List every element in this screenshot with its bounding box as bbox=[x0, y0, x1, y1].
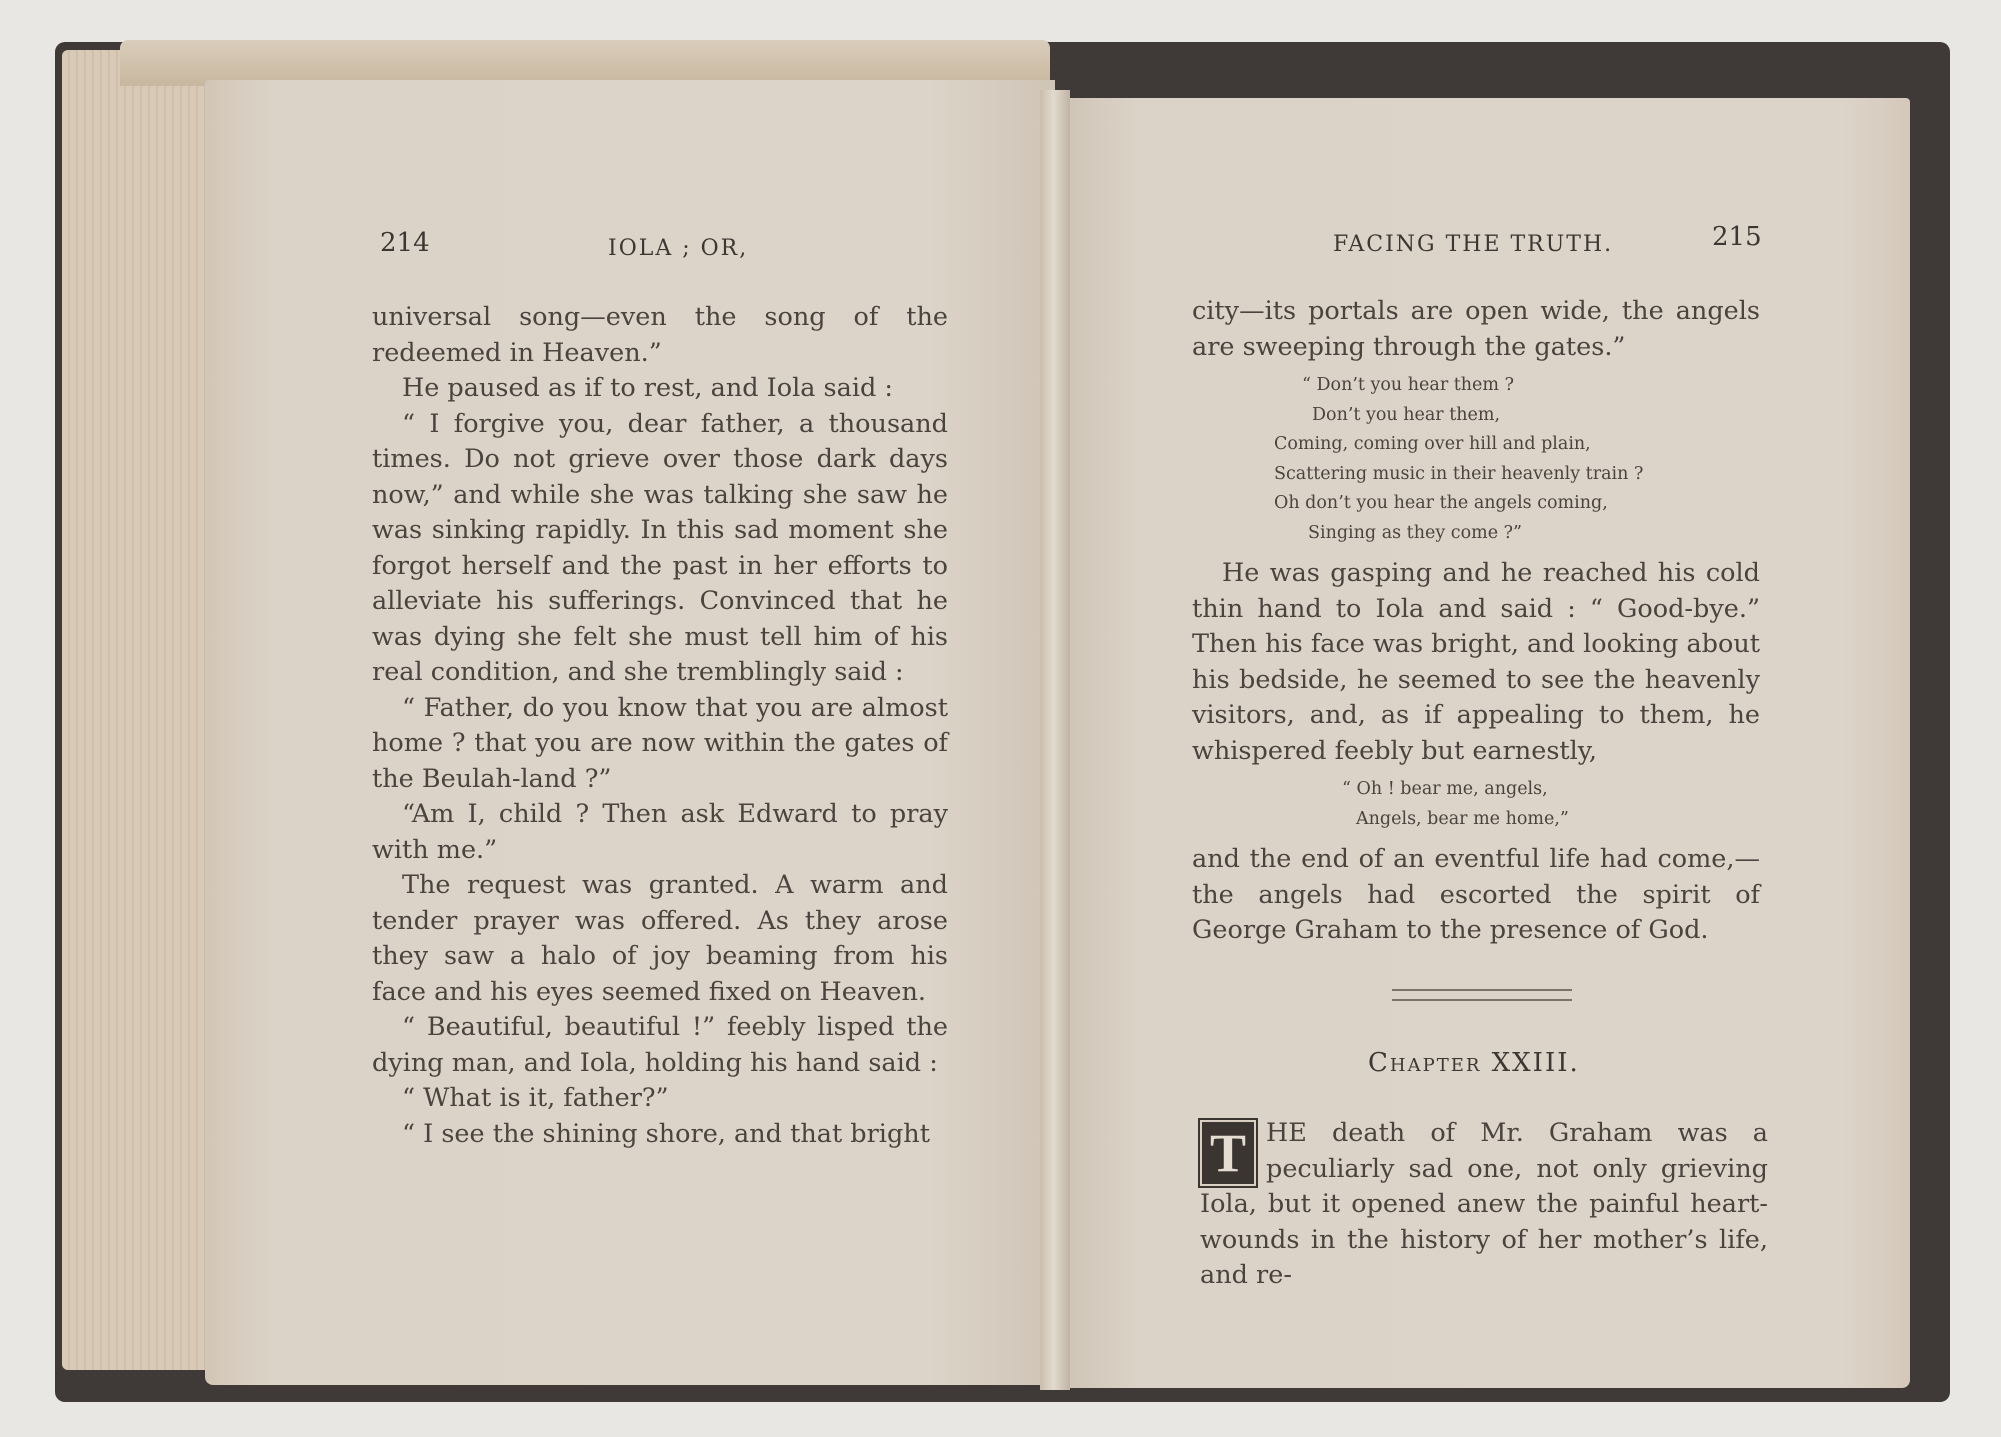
hymn-verse bbox=[1192, 775, 1760, 834]
left-page-number: 214 bbox=[380, 228, 430, 258]
paragraph: “ I forgive you, dear father, a thousand times. Do not grieve over those dark days now,” and while she was talking she saw he was sinking rapidly. In this sad moment she forgot herself and the past in her efforts to alleviate his sufferings. Convinced that he was dying she felt she must tell him of his real condition, and she tremblingly said : bbox=[372, 408, 948, 687]
verse-line: “ Don’t you hear them ? bbox=[1302, 375, 1514, 395]
hymn-verse bbox=[1192, 371, 1760, 548]
chapter-text: HE death of Mr. Graham was a peculiarly sad one, not only grieving Iola, but it opened anew the painful heart-wounds in the history of her mother’s life, and re- bbox=[1200, 1118, 1768, 1290]
right-page-body bbox=[1192, 294, 1760, 949]
paragraph: “ I see the shining shore, and that bright bbox=[402, 1118, 930, 1149]
paragraph: “Am I, child ? Then ask Edward to pray with me.” bbox=[372, 799, 948, 865]
right-running-head: FACING THE TRUTH. bbox=[1333, 232, 1614, 257]
chapter-opening bbox=[1200, 1116, 1768, 1294]
book-gutter bbox=[1040, 90, 1070, 1390]
paragraph: universal song—even the song of the redeemed in Heaven.” bbox=[372, 302, 948, 368]
left-page-body bbox=[372, 300, 948, 1152]
paragraph: city—its portals are open wide, the angels are sweeping through the gates.” bbox=[1192, 296, 1760, 362]
verse-line: Singing as they come ?” bbox=[1308, 522, 1522, 543]
verse-line: “ Oh ! bear me, angels, bbox=[1342, 779, 1548, 799]
verse-line: Coming, coming over hill and plain, bbox=[1274, 434, 1591, 454]
paragraph: “ What is it, father?” bbox=[402, 1083, 669, 1113]
verse-line: Angels, bear me home,” bbox=[1356, 808, 1569, 829]
left-running-head: IOLA ; OR, bbox=[608, 236, 749, 261]
paragraph: He paused as if to rest, and Iola said : bbox=[402, 373, 894, 403]
chapter-heading: Chapter XXIII. bbox=[1368, 1048, 1580, 1078]
verse-line: Scattering music in their heavenly train ? bbox=[1274, 463, 1644, 484]
paragraph: The request was granted. A warm and tender prayer was offered. As they arose they saw a halo of joy beaming from his face and his eyes seemed fixed on Heaven. bbox=[372, 870, 948, 1007]
right-page-number: 215 bbox=[1712, 222, 1762, 252]
paragraph: and the end of an eventful life had come,—the angels had escorted the spirit of George Graham to the presence of God. bbox=[1192, 844, 1760, 945]
paragraph: “ Father, do you know that you are almost home ? that you are now within the gates of the Beulah-land ?” bbox=[372, 692, 948, 794]
paragraph: He was gasping and he reached his cold thin hand to Iola and said : “ Good-bye.” Then his face was bright, and looking about his bedside, he seemed to see the heavenly visitors, and, as if appealing to them, he whispered feebly but earnestly, bbox=[1192, 558, 1760, 766]
paragraph: “ Beautiful, beautiful !” feebly lisped the dying man, and Iola, holding his hand said : bbox=[372, 1012, 948, 1078]
drop-cap-letter: T bbox=[1200, 1120, 1256, 1186]
verse-line: Don’t you hear them, bbox=[1312, 404, 1501, 425]
section-divider bbox=[1392, 989, 1572, 1001]
verse-line: Oh don’t you hear the angels coming, bbox=[1274, 493, 1608, 513]
